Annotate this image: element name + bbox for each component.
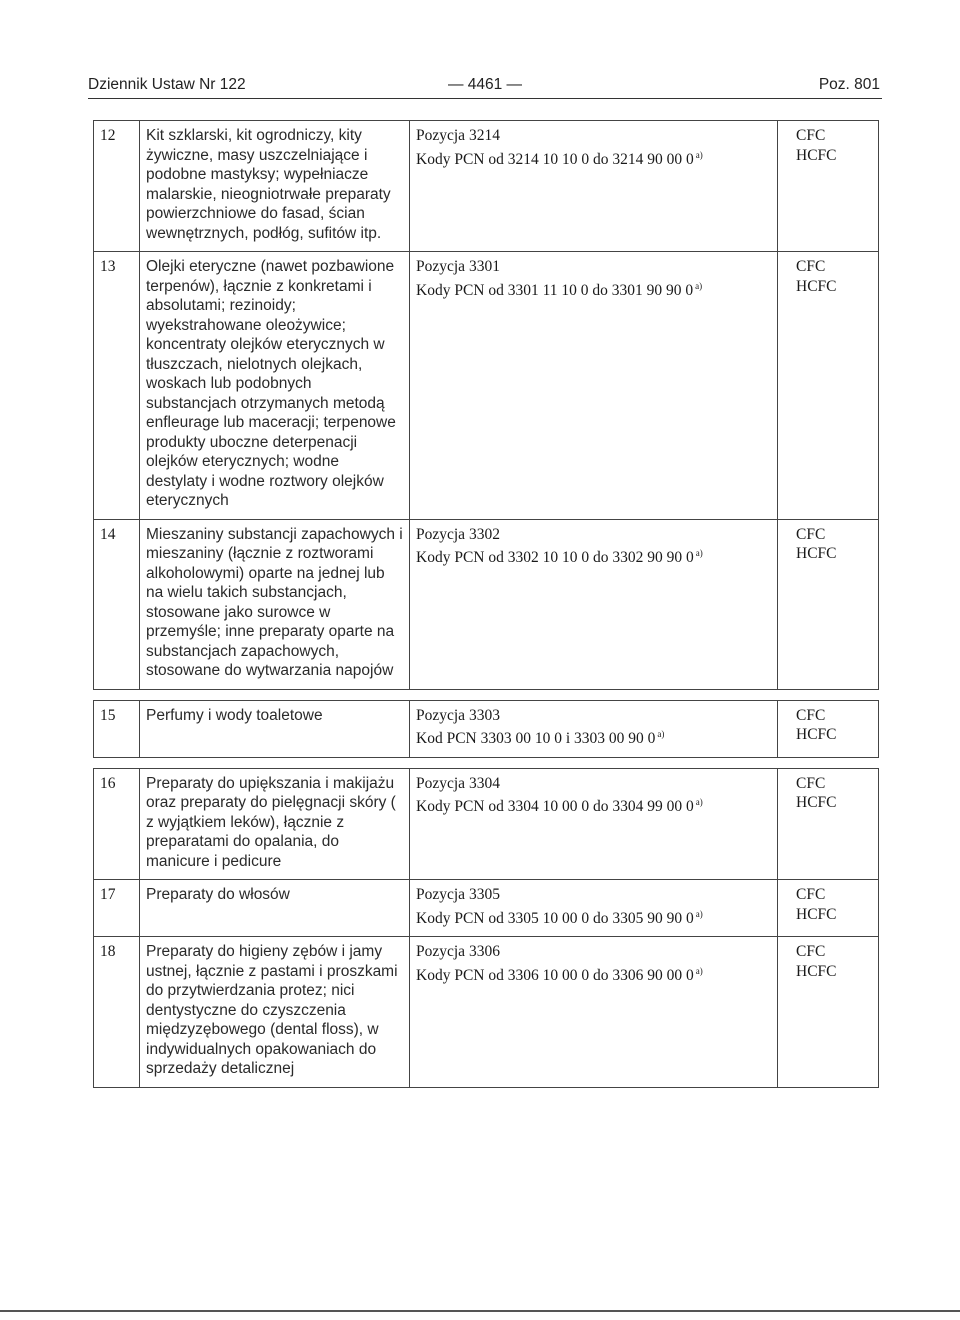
substance-hcfc: HCFC (796, 545, 837, 562)
row-spacer (94, 689, 879, 700)
substances (778, 519, 879, 689)
row-number: 16 (94, 768, 140, 880)
footnote-mark: a) (695, 908, 703, 919)
pcn-codes: Kody PCN od 3302 10 10 0 do 3302 90 90 0 (416, 549, 694, 566)
substance-hcfc: HCFC (796, 726, 837, 743)
footnote-mark: a) (695, 548, 703, 558)
table-row (94, 121, 879, 252)
pcn-codes: Kody PCN od 3304 10 00 0 do 3304 99 00 0 (416, 798, 694, 815)
substance-hcfc: HCFC (796, 905, 837, 923)
substance-cfc: CFC (796, 943, 826, 960)
position-codes-line (416, 905, 771, 929)
tariff-position (410, 121, 778, 252)
substances (778, 700, 879, 757)
position-codes-line (416, 146, 771, 170)
position-codes-line (416, 962, 771, 986)
pcn-codes: Kody PCN od 3306 10 00 0 do 3306 90 00 0 (416, 966, 694, 984)
substance-cfc: CFC (796, 258, 826, 275)
row-number: 15 (94, 700, 140, 757)
table-row (94, 519, 879, 689)
row-number: 12 (94, 121, 140, 252)
position-number: Poz. 801 (818, 76, 880, 93)
goods-description: Mieszaniny substancji zapachowych i mieszaniny (łącznie z roztworami alkoholowymi) oparte na jednej lub na wielu takich substancjach, stosowane jako surowce w przemyśle; inne preparaty oparte na substancjach zapachowych, stosowane do wytwarzania napojów (140, 519, 410, 689)
row-number: 18 (94, 937, 140, 1088)
page-number: — 4461 — (447, 76, 523, 93)
substances (778, 768, 879, 880)
footnote-mark: a) (657, 729, 665, 739)
row-number: 14 (94, 519, 140, 689)
substances (778, 121, 879, 252)
tariff-position (410, 252, 778, 520)
substance-hcfc: HCFC (796, 962, 837, 980)
goods-description: Preparaty do włosów (140, 880, 410, 937)
tariff-position (410, 700, 778, 757)
position-codes-line (416, 725, 771, 749)
table-row (94, 700, 879, 757)
tariff-position (410, 880, 778, 937)
position-codes-line (416, 793, 771, 817)
pcn-codes: Kody PCN od 3301 11 10 0 do 3301 90 90 0 (416, 281, 694, 299)
tariff-position (410, 937, 778, 1088)
goods-table (93, 120, 879, 1088)
journal-title: Dziennik Ustaw Nr 122 (88, 76, 246, 93)
table-row (94, 252, 879, 520)
position-codes-line (416, 544, 771, 568)
row-spacer-cell (94, 689, 879, 700)
position-title: Pozycja 3214 (416, 127, 500, 144)
row-spacer (94, 757, 879, 768)
position-title: Pozycja 3302 (416, 525, 500, 543)
tariff-position (410, 768, 778, 880)
substance-cfc: CFC (796, 774, 826, 792)
pcn-codes: Kody PCN od 3214 10 10 0 do 3214 90 00 0 (416, 150, 694, 168)
page-header (88, 76, 882, 99)
position-codes-line (416, 277, 771, 301)
scan-edge-line (0, 1310, 960, 1312)
pcn-codes: Kod PCN 3303 00 10 0 i 3303 00 90 0 (416, 730, 656, 747)
goods-description: Preparaty do higieny zębów i jamy ustnej, łącznie z pastami i proszkami do przytwierdzania protez; nici dentystyczne do czyszczenia międzyzębowego (dental floss), w indywidualnych opakowaniach do sprzedaży detalicznej (140, 937, 410, 1088)
goods-description: Kit szklarski, kit ogrodniczy, kity żywiczne, masy uszczelniające i podobne mastyksy; wypełniacze malarskie, nieogniotrwałe preparaty powierzchniowe do fasad, ścian wewnętrznych, podłóg, sufitów itp. (140, 121, 410, 252)
substances (778, 252, 879, 520)
footnote-mark: a) (695, 149, 703, 160)
substance-cfc: CFC (796, 525, 826, 543)
goods-description: Olejki eteryczne (nawet pozbawione terpenów), łącznie z konkretami i absolutami; rezinoidy; wyekstrahowane oleożywice; koncentraty olejków eterycznych w tłuszczach, nielotnych olejkach, woskach lub podobnych substancjach otrzymanych metodą enfleurage lub maceracji; terpenowe produkty uboczne deterpenacji olejków eterycznych; wodne destylaty i wodne roztwory olejków eterycznych (140, 252, 410, 520)
substance-hcfc: HCFC (796, 277, 837, 295)
pcn-codes: Kody PCN od 3305 10 00 0 do 3305 90 90 0 (416, 909, 694, 927)
position-title: Pozycja 3306 (416, 943, 500, 960)
substance-hcfc: HCFC (796, 794, 837, 811)
substances (778, 937, 879, 1088)
row-spacer-cell (94, 757, 879, 768)
position-title: Pozycja 3304 (416, 774, 500, 792)
substances (778, 880, 879, 937)
footnote-mark: a) (695, 280, 703, 291)
substance-cfc: CFC (796, 706, 826, 724)
position-title: Pozycja 3303 (416, 706, 500, 724)
goods-description: Perfumy i wody toaletowe (140, 700, 410, 757)
tariff-position (410, 519, 778, 689)
goods-description: Preparaty do upiększania i makijażu oraz preparaty do pielęgnacji skóry ( z wyjątkiem leków), łącznie z preparatami do opalania, do manicure i pedicure (140, 768, 410, 880)
position-title: Pozycja 3305 (416, 886, 500, 903)
table-row (94, 937, 879, 1088)
substance-hcfc: HCFC (796, 146, 837, 164)
footnote-mark: a) (695, 965, 703, 976)
table-row (94, 768, 879, 880)
position-title: Pozycja 3301 (416, 258, 500, 275)
row-number: 17 (94, 880, 140, 937)
table-row (94, 880, 879, 937)
substance-cfc: CFC (796, 127, 826, 144)
row-number: 13 (94, 252, 140, 520)
footnote-mark: a) (695, 797, 703, 807)
substance-cfc: CFC (796, 886, 826, 903)
